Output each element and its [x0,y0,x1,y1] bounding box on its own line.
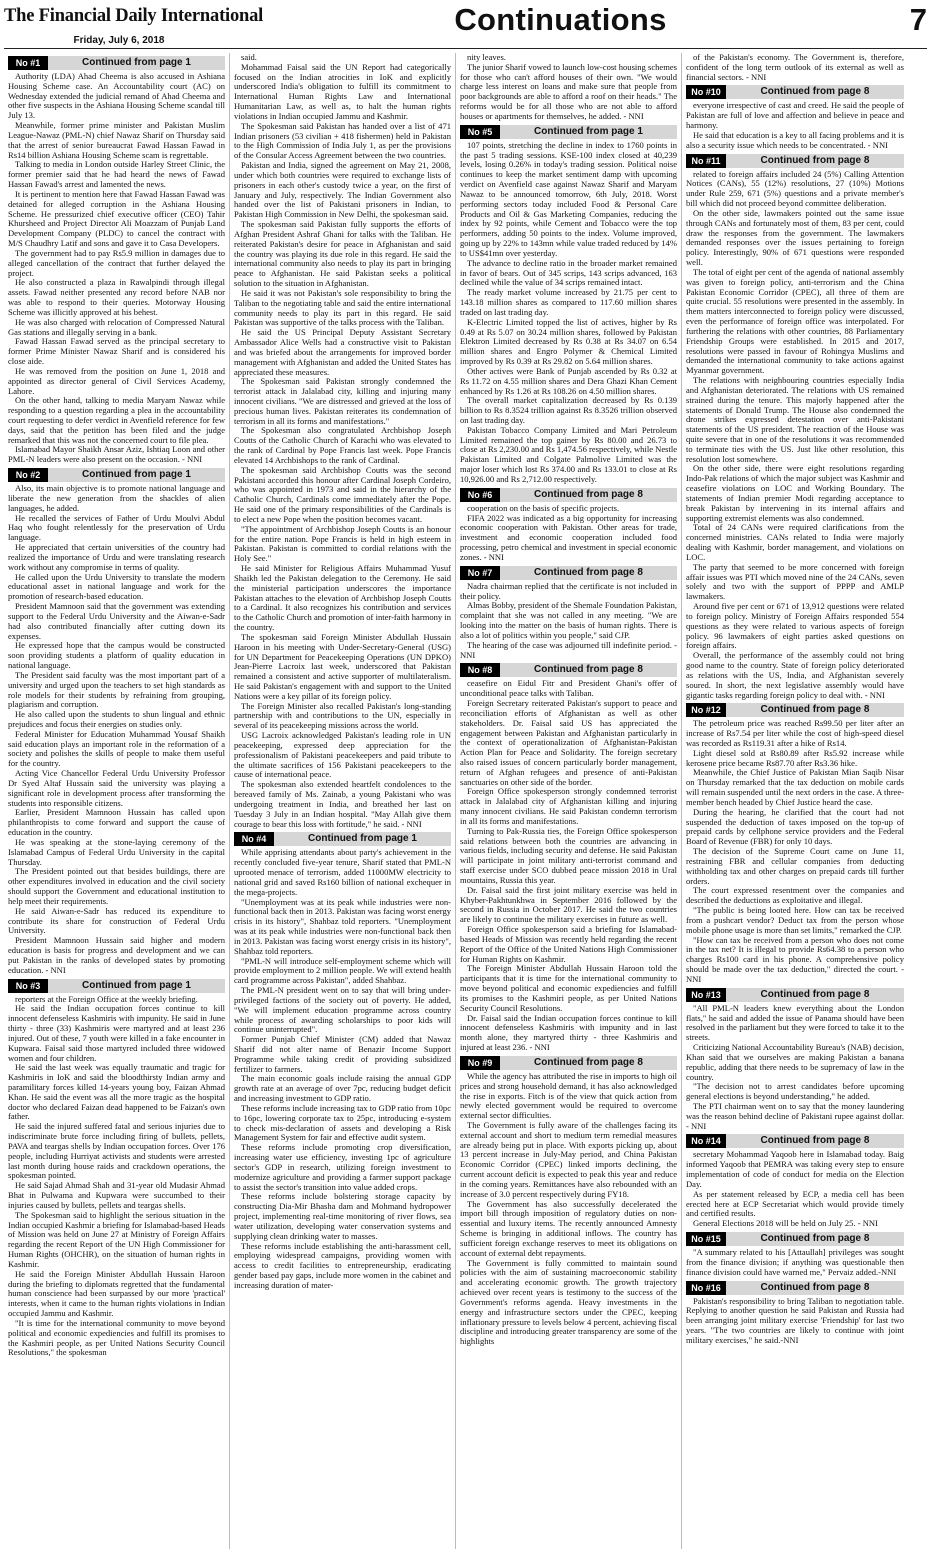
continuation-label: Continued from page 1 [48,468,225,482]
continuation-tag: No #13 [686,988,726,1002]
continuation-header [686,154,904,168]
article-paragraph: Talking to media in London outside Harley Street Clinic, the former premier said that he had heard the news of Fawad Hassan Fawad's arrest and lamented the news. [8,159,225,190]
continuation-tag: No #5 [460,125,500,139]
article-paragraph: Foreign Office spokesperson strongly condemned terrorist attack in Jalalabad city of Afghanistan killing and injuring many innocent civilians. He said Pakistan condemn terrorism in all its forms and manifestations. [460,786,677,826]
article-paragraph: The relations with neighbouring countries especially India and Afghanistan deteriorated. The relations with US remained strained during the tenure. This majorly happened after the statements of Donald Trump. The House also condemned the drone strikes expressed detestation over anti-Pakistani statements of the US president. The reaction of the House was quite severe that in one of the resolutions it was recommended to terminate ties with the US. Just like other resolution, this resolution lost somewhere. [686,375,904,464]
article-paragraph: of the Pakistan's economy. The Government is, therefore, confident of the long term outlook of its external as well as financial sectors. - NNI [686,53,904,82]
article-paragraph: These reforms include increasing tax to GDP ratio from 10pc to 16pc, lowering corporate tax to 25pc, introducing e-system to check mis-declaration of assets and developing a Risk Management System for fair and effective audit system. [234,1102,451,1143]
article-paragraph: everyone irrespective of cast and creed. He said the people of Pakistan are full of love and affection and believe in peace and harmony. [686,100,904,131]
article-paragraph: During the hearing, he clarified that the court had not suspended the deduction of taxes imposed on the top-up of prepaid cards by cellphone service providers and the Federal Board of Revenue (FBR) for only 10 days. [686,806,904,847]
continuation-tag: No #7 [460,566,500,580]
continuation-tag: No #9 [460,1056,500,1070]
article-paragraph: The total of eight per cent of the agenda of national assembly was given to foreign policy, anti-terrorism and the China Pakistan Economic Corridor (CPEC), all three of them are quite crucial. 55 resolutions were presented in the assembly. In them matters interconnected to foreign policy were discussed, even the performance of foreign office was interpolated. For furthering the relations with other countries, 88 Parliamentary Friendship Groups were established. In 2015 and 2017, resolutions were passed in favour of Rohingya Muslims and demanded the international community to take actions against Myanmar government. [686,266,904,376]
article-paragraph: "Unemployment was at its peak while industries were non-functional back then in 2013. Pakistan was facing worst energy crisis in its history", Shahbaz told reporters. "Unemployment was at its peak while industries were non-functional back then in 2013. Pakistan was facing worst energy crisis in its history", Shahbaz told reporters. [234,896,451,956]
article-paragraph: The Government is fully committed to maintain sound policies with the aim of sustaining macroeconomic stability and accelerating economic growth. The growth trajectory achieved over recent years is testimony to the success of the Government's reforms agenda. Heavy investments in the energy and infrastructure sectors under the CPEC, keeping inflationary pressure to levels below 4 percent, achieving fiscal discipline and introducing greater transparency are some of the highlights [460,1257,677,1347]
article-paragraph: Former Punjab Chief Minister (CM) added that Nawaz Sharif did not alter name of Benazir Income Support Programme while taking credit of providing subsidized fertilizer to farmers. [234,1034,451,1074]
continuation-tag: No #6 [460,488,500,502]
continuation-header [686,85,904,99]
masthead [4,0,927,49]
continuation-header [8,468,225,482]
article-paragraph: K-Electric Limited topped the list of actives, higher by Rs 0.49 at Rs 5.07 on 30.24 million shares, followed by Pakistan Elektron Limited decreased by Rs 0.38 at Rs 34.07 on 6.54 million shares and Engro Polymer & Chemical Limited improved by Rs 0.39 at Rs 29.82 on 5.64 million shares. [460,316,677,367]
continuation-tag: No #12 [686,703,726,717]
article-paragraph: Islamabad Mayor Shaikh Ansar Aziz, Ishtiaq Loon and other PML-N leaders were also present on the occasion. - NNI [8,444,225,465]
article-paragraph: He said Sajad Ahmad Shah and 31-year old Mudasir Ahmad Bhat in Pulwama and Kupwara were succumbed to their injuries caused by bullets, pellets and teargas shells. [8,1180,225,1210]
article-paragraph: He called upon the Urdu University to translate the modern educational asset in national language and work for the promotion of research-based education. [8,571,225,602]
continuation-header [8,979,225,993]
article-paragraph: nity leaves. [467,53,506,62]
article-paragraph: Fawad Hassan Fawad served as the principal secretary to former Prime Minister Nawaz Sharif and is considered his close aide. [8,336,225,367]
article-paragraph: said. [241,53,257,62]
page-number: 7 [909,2,927,37]
article-paragraph: The ready market volume increased by 21.75 per cent to 143.18 million shares as compared to 117.60 million shares traded on last trading day. [460,287,677,317]
continuation-article [460,53,677,122]
continuation-tag: No #3 [8,979,48,993]
continuation-article [460,566,677,661]
article-paragraph: Pakistan's responsibility to bring Taliban to negotiation table. Replying to another question he said Pakistan and Russia had been arranging joint military exercise 'Friendship' for last two years. "The two countries are likely to continue with joint military exercises," he said.-NNI [686,1295,904,1345]
article-paragraph: cooperation on the basis of specific projects. [467,502,620,513]
article-paragraph: These reforms include establishing the anti-harassment cell, employing widespread campaigns, providing women with access to credit facilities to entrepreneurship, eradicating gender based pay gaps, include more women in the cabinet and increasing duration of mater- [234,1240,451,1290]
article-paragraph: The President said faculty was the most important part of a university and urged upon the teachers to set high standards as role models for their students by refraining from grouping, plagiarism and corruption. [8,669,225,710]
continuation-tag: No #15 [686,1232,726,1246]
masthead-left [4,0,264,46]
continuation-label: Continued from page 8 [726,703,904,717]
article-paragraph: The Government is fully aware of the challenges facing its external account and short to medium term remedial measures are already being put in place. With exports picking up, about 13 percent increase in July-May period, and China Pakistan Economic Corridor (CPEC) linked imports declining, the current account deficit is expected to peak this year and reduce in the coming years. Remittances have also rebounded with an increase of 3.0 percent respectively during FY18. [460,1119,677,1199]
article-paragraph: These reforms include bolstering storage capacity by constructing Dia-Mir Bhasha dam and Mohmand hydropower project, implementing real-time monitoring of river flows, sea water utilization, developing water conservation systems and supplying clean drinking water to masses. [234,1191,451,1241]
continuation-article [460,1056,677,1347]
article-paragraph: He was removed from the position on June 1, 2018 and appointed as director general of Civil Services Academy, Lahore. [8,365,225,396]
article-paragraph: President Mamnoon Hussain said higher and modern education is basis for progress and development and we can put Pakistan in the ranks of developed states by promoting education. - NNI [8,935,225,975]
article-paragraph: He said the injured suffered fatal and serious injuries due to indiscriminate brute force including firing of bullets, pellets, PAVA and teargas shells by Indian occupation forces. Over 176 people, including Hurriyat activists and students were arrested last month during house raids and crackdown operations, the spokesman pointed. [8,1121,225,1181]
article-paragraph: Foreign Office spokesperson said a briefing for Islamabad-based Heads of Mission was recently held regarding the recent Report of the Office of the United Nations High Commissioner for Human Rights on Kashmir. [460,924,677,964]
article-paragraph: While apprising attendants about party's achievement in the recently concluded five-year tenure, Sharif stated that PML-N uprooted menace of terrorism, added 11000MW electricity to national grid and saved Rs160 billion of national exchequer in the mega-projects. [234,847,451,897]
article-paragraph: "A summary related to his [Attaullah] privileges was sought from the finance division; if anything was questionable then finance division could have warned me," Pervaiz added.-NNI [686,1247,904,1277]
article-paragraph: The advance to decline ratio in the broader market remained in favor of bears. Out of 345 scrips, 143 scrips advanced, 163 declined while the value of 34 scrips remained intact. [460,257,677,288]
continuation-article [686,988,904,1132]
article-paragraph: "The appointment of Archbishop Joseph Coutts is an honour for the entire nation. Pope Francis is held in high esteem in Pakistan. Pakistan is committed to cordial relations with the Holy See." [234,523,451,564]
article-paragraph: The PML-N president went on to say that will bring under-privileged factions of the society out of poverty. He added, "We will implement education programme across country while process of awarding scholarships to poor kids will continue uninterrupted". [234,985,451,1035]
continuation-article [8,56,225,465]
article-paragraph: FIFA 2022 was indicated as a big opportunity for increasing economic cooperation with Pakistan. Other areas for trade, investment and economic cooperation included food processing, petro chemical and investment in special economic zones. - NNI [460,512,677,562]
article-paragraph: He also constructed a plaza in Rawalpindi through illegal assets. Fawad neither presented any record before NAB nor was able to respond to their queries. Motorway Housing Scheme was illicitly approved at his behest. [8,277,225,317]
article-paragraph: The Foreign Minister also recalled Pakistan's long-standing partnership with and contributions to the UN, especially in several of its peacekeeping missions across the world. [234,700,451,731]
paper-name: The Financial Daily International [4,6,264,26]
article-paragraph: The overall market capitalization decreased by Rs 0.139 billion to Rs 8.3524 trillion against Rs 8.3526 trillion observed on last trading day. [460,395,677,425]
article-paragraph: He appreciated that certain universities of the country had realized the importance of Urdu and were translating research work without any compromise in terms of quality. [8,542,225,572]
article-paragraph: Total of 24 CANs were required clarifications from the concerned ministries. CANs related to India were majorly dealing with Kashmir, border management, and violations on LOC. [686,522,904,562]
article-paragraph: He said the Foreign Minister Abdullah Hussain Haroon during the briefing to diplomats regretted that the fundamental human conscience had been surpassed by our more 'practical' interests, when it came to the human rights violations in Indian occupied Jammu and Kashmir. [8,1268,225,1319]
article-paragraph: secretary Mohammad Yaqoob here in Islamabad today. Baig informed Yaqoob that PEMRA was taking every step to ensure implementation of code of conduct for media on the Election Day. [686,1149,904,1189]
article-paragraph: The government had to pay Rs5.9 million in damages due to alleged cancellation of the contract that further delayed the project. [8,247,225,278]
article-paragraph: The Spokesman also congratulated Archbishop Joseph Coutts of the Catholic Church of Karachi who was elevated to the rank of Cardinal by Pope Francis last week. Pope Francis elevated 14 Archbishops to the rank of Cardinal. [234,425,451,465]
column-3 [456,53,682,1549]
article-paragraph: The spokesman said Foreign Minister Abdullah Hussain Haroon in his meeting with Under-Secretary-General (USG) for UN Department for Peacekeeping Operations (UN DPKO) Jean-Pierre Lacroix last week, underscored that Pakistan remained a consistent and active supporter of multilateralism. He said Pakistan's engagement with and support to the United Nations were a key pillar of its foreign policy. [234,631,451,701]
article-paragraph: Pakistan Tobacco Company Limited and Mari Petroleum Limited remained the top gainer by Rs 80.00 and 26.73 to close at Rs 2,230.00 and Rs 1,474.56 respectively, while Nestle Pakistan Limited and Colgate Palmolive Limited was the major loser which lost Rs 374.00 and Rs 133.01 to close at Rs 10,926.00 and Rs 2,712.00 respectively. [460,424,677,484]
article-paragraph: The main economic goals include raising the annual GDP growth rate at an average of over 7pc, reducing budget deficit and increasing investment to GDP ratio. [234,1073,451,1104]
article-paragraph: He recalled the services of Father of Urdu Moulvi Abdul Haq who fought relentlessly for the preservation of Urdu language. [8,512,225,543]
continuation-label: Continued from page 8 [726,1281,904,1295]
continuation-header [234,832,451,846]
article-paragraph: The court expressed resentment over the companies and described the deductions as exploitative and illegal. [686,885,904,906]
article-paragraph: "The public is being looted here. How can tax be received from a pushcart vendor? Deduct tax from the person whose mobile phone usage is more than set limits," remarked the CJP. [686,905,904,935]
article-paragraph: Also, its main objective is to promote national language and liberate the new generation from the shackles of alien languages, he added. [8,483,225,513]
article-paragraph: President Mamnoon said that the government was extending support to the Federal Urdu University and the Aiwan-e-Sadr had also contributed financially after cutting down its expenses. [8,601,225,641]
article-paragraph: On the other side, there were eight resolutions regarding Indo-Pak relations of which the major subject was Kashmir and ceasefire violations on LOC and Working Boundary. The statements of Indian premier Modi regarding acceptance to break Pakistan by intervening in its internal affairs and supporting extremist elements was also condemned. [686,463,904,523]
article-paragraph: He said Aiwan-e-Sadr has reduced its expenditure to contribute its share for construction of Federal Urdu University. [8,905,225,936]
article-paragraph: Pakistan and India, signed the agreement on May 21, 2008, under which both countries were required to exchange lists of prisoners in each other's custody twice a year, on the first of January and July, respectively. The Indian Government also handed over the list of Pakistani prisoners in Indian, to Pakistan High Commission in New Delhi, the spokesman said. [234,160,451,220]
article-paragraph: The Spokesman said to highlight the serious situation in the Indian occupied Kashmir a briefing for Islamabad-based Heads of Mission was held on June 27 at Ministry of Foreign Affairs regarding the recent Report of the UN High Commissioner for Human Rights (OHCHR), on the situation of human rights in Kashmir. [8,1209,225,1269]
continuation-tag: No #2 [8,468,48,482]
article-paragraph: Light diesel sold at Rs80.89 after Rs5.92 increase while kerosene price became Rs87.70 after Rs3.36 hike. [686,747,904,768]
continuation-header [686,988,904,1002]
article-paragraph: Dr. Faisal said the first joint military exercise was held in Khyber-Pakhtunkhwa in September 2016 followed by the second in Russia in October 2017. He said the two countries are likely to continue the military exercises in future as well. [460,884,677,925]
article-paragraph: The Foreign Minister Abdullah Hussain Haroon told the participants that it is time for the international community to move beyond political and economic expediencies and fulfill its promises to the Kashmiri people, as per United Nations Security Council Resolutions. [460,963,677,1013]
continuation-tag: No #16 [686,1281,726,1295]
article-paragraph: The President pointed out that besides buildings, there are other expenditures involved in education and the civil society should support the Government and educational institution to help meet their requirements. [8,866,225,906]
article-paragraph: Almas Bobby, president of the Shemale Foundation Pakistan, complaint that she was not called in any meeting. "We are looking into the matter on the basis of human rights. There is also a lot of politics within you people," said CJP. [460,600,678,640]
article-paragraph: Around five per cent or 671 of 13,912 questions were related to foreign policy. Ministry of Foreign Affairs responded 554 questions as they were related to various aspects of foreign policy. 96 lawmakers of eight parties asked questions on foreign affairs. [686,601,904,651]
continuation-header [460,488,677,502]
article-paragraph: As per statement released by ECP, a media cell has been erected here at ECP Secretariat which would provide timely and certified results. [686,1188,904,1219]
article-paragraph: He also called upon the students to shun lingual and ethnic prejudices and focus their energies on studies only. [8,709,225,729]
article-paragraph: reporters at the Foreign Office at the weekly briefing. [15,993,198,1004]
article-paragraph: Authority (LDA) Ahad Cheema is also accused in Ashiana Housing Scheme case. An Accountability court (AC) on Wednesday extended the judicial remand of Ahad Cheema and other five suspects in the Ashiana Housing Scheme scandal till July 13. [8,71,225,121]
continuation-article [686,703,904,984]
continuation-label: Continued from page 8 [726,988,904,1002]
continuation-article [460,488,677,563]
continuation-article [686,1134,904,1229]
article-paragraph: These reforms include promoting crop diversification, increasing water use efficiency, investing 1pc of agriculture sector's GDP in research, utilizing foreign investment to modernize agriculture and providing a farmer support package to assist the sector's transition into value added crops. [234,1142,451,1192]
article-paragraph: Overall, the performance of the assembly could not bring good name to the country. State of foreign policy deteriorated as relations with the US, India, and Afghanistan severely soured. In short, the next legislative assembly would have gigantic tasks regarding foreign policy to deal with. - NNI [686,650,904,700]
article-paragraph: The spokesman also extended heartfelt condolences to the bereaved family of Ms. Zainab, a young Pakistani who was undergoing treatment in India, and breathed her last on Tuesday 3 July in an Indian hospital. "May Allah give them courage to bear this loss with fortitude," he said. - NNI [234,779,451,829]
continuation-article [686,1281,904,1346]
continuation-header [460,663,677,677]
continuation-header [686,1281,904,1295]
continuation-header [686,1232,904,1246]
continuation-label: Continued from page 8 [726,154,904,168]
article-paragraph: The spokesman said Pakistan fully supports the efforts of Afghan President Ashraf Ghani for talks with the Taliban. He reiterated Pakistan's desire for peace in Afghanistan and said the country was playing its due role in this regard. He said the international community also needs to play its part in bringing peace to Afghanistan. He said Pakistan seeks a political solution to the situation in Afghanistan. [234,219,451,289]
continuation-label: Continued from page 1 [500,125,677,139]
article-paragraph: related to foreign affairs included 24 (5%) Calling Attention Notices (CANs), 55 (12%) resolutions, 27 (10%) Motions under Rule 259, 671 (5%) questions and a private member's bill which did not proceed beyond committee deliberation. [686,168,904,209]
article-paragraph: He expressed hope that the campus would be constructed soon providing students a platform of quality education in national language. [8,640,225,671]
article-paragraph: The party that seemed to be more concerned with foreign affair issues was PTI which moved nine of the 24 CANs, seven solely and two with the support of PPPP and AMLP lawmakers. [686,561,904,602]
article-paragraph: "All PML-N leaders knew everything about the London flats," he said and added the issue of Panama should have been resolved in the parliament but they were forced to take it to the streets. [686,1002,904,1043]
article-paragraph: Nadra chairman replied that the certificate is not included in their policy. [460,580,677,601]
continuation-label: Continued from page 8 [726,85,904,99]
continuation-label: Continued from page 8 [500,663,677,677]
article-paragraph: Meanwhile, the Chief Justice of Pakistan Mian Saqib Nisar on Thursday remarked that the tax deduction on mobile cards will remain suspended until the next orders in the case. A three-member bench headed by Chief Justice heard the case. [686,767,904,807]
article-paragraph: "It is time for the international community to move beyond political and economic expediencies and fulfill its promises to the Kashmiri people, as per United Nations Security Council Resolutions," the spokesman [8,1317,225,1358]
continuation-header [686,703,904,717]
continuation-header [460,566,677,580]
column-4 [682,53,908,1549]
article-paragraph: Mohammad Faisal said the UN Report had categorically focused on the Indian atrocities in IoK and explicitly underscored India's obligation to fulfill its commitment to International Human Rights Law and International Humanitarian Law, as well as, to halt the human rights violations in Indian occupied Jammu and Kashmir. [234,61,451,121]
continuation-label: Continued from page 8 [500,488,677,502]
continuation-article [8,468,225,975]
continuation-article [686,85,904,150]
article-paragraph: Earlier, President Mamnoon Hussain has called upon philanthropists to come forward and support the cause of education in the country. [8,807,225,838]
article-paragraph: Other actives were Bank of Punjab ascended by Rs 0.32 at Rs 11.72 on 4.55 million shares and Dera Ghazi Khan Cement enhanced by Rs 1.26 at Rs 108.26 on 4.50 million shares. [460,365,677,396]
continuation-article [8,979,225,1359]
continuation-tag: No #8 [460,663,500,677]
article-paragraph: Federal Minister for Education Muhammad Yousaf Shaikh said education plays an important role in the reformation of a society and polishes the skills of people to make them useful for the country. [8,728,225,769]
continuation-header [460,1056,677,1070]
continuation-article [686,53,904,82]
continuation-label: Continued from page 8 [500,566,677,580]
continuation-article [686,154,904,701]
article-paragraph: The PTI chairman went on to say that the money laundering was the reason behind decline of Pakistani rupee against dollar. - NNI [686,1100,904,1131]
continuation-label: Continued from page 1 [48,56,225,70]
article-paragraph: He said the Indian occupation forces continue to kill innocent defenseless Kashmiris with impunity. He said in June thirty - three (33) Kashmiris were martyred and at least 236 injured. Out of these, 7 youth were killed in a fake encounter in Kupwara. Faisal said those martyred included three widowed women and four children. [8,1003,225,1063]
continuation-tag: No #11 [686,154,726,168]
column-2 [230,53,456,1549]
section-title: Continuations [454,2,667,37]
article-paragraph: He was speaking at the stone-laying ceremony of the Islamabad Campus of Federal Urdu University in the capital Thursday. [8,836,225,867]
article-paragraph: He said the US Principal Deputy Assistant Secretary Ambassador Alice Wells had a constructive visit to Pakistan and was briefed about the arrangements for improved border management with Afghanistan and added the United States has appreciated these measures. [234,327,451,377]
article-paragraph: On the other side, lawmakers pointed out the same issue through CANs and fortunately most of them, 83 per cent, could draw the responses from the government. The lawmakers demanded responses over the issues pertaining to foreign policy. Interestingly, 90% of 671 questions were responded well. [686,207,904,268]
article-paragraph: While the agency has attributed the rise in imports to high oil prices and strong household demand, it has also acknowledged the rise in exports. Fitch is of the view that quick action from newly elected government would be required to overcome external sector difficulties. [460,1070,677,1121]
article-paragraph: General Elections 2018 will be held on July 25. - NNI [693,1218,878,1229]
continuation-header [460,125,677,139]
article-paragraph: Dr. Faisal said the Indian occupation forces continue to kill innocent defenseless Kashmiris with impunity and in last month alone, they martyred thirty - three Kashmiris and injured at least 236. - NNI [460,1012,677,1053]
column-1 [4,53,230,1549]
article-paragraph: The decision of the Supreme Court came on June 11, restraining FBR and cellular companies from deducting withholding tax and other charges on prepaid cards till further orders. [686,846,904,886]
article-paragraph: The Spokesman said Pakistan strongly condemned the terrorist attack in Jalalabad city, killing and injuring many innocent civilians. "We are distressed and grieved at the loss of precious human lives. Pakistan reiterates its condemnation of terrorism in all its forms and manifestations." [234,376,451,426]
continuation-article [234,832,451,1290]
article-paragraph: Acting Vice Chancellor Federal Urdu University Professor Dr Syed Altaf Hussain said the university was playing a significant role in development process after transforming the students into responsible citizens. [8,768,225,808]
columns-container [4,53,927,1549]
continuation-article [234,53,451,829]
continuation-tag: No #10 [686,85,726,99]
continuation-header [686,1134,904,1148]
issue-date: Friday, July 6, 2018 [73,35,165,46]
article-paragraph: Turning to Pak-Russia ties, the Foreign Office spokesperson said relations between both the countries are advancing in various fields, including security and defense. He said Pakistan will participate in joint military anti-terrorist command and staff exercise under SCO dubbed peace mission 2018 in Ural mountains, Russia this year. [460,825,677,885]
article-paragraph: The hearing of the case was adjourned till indefinite period. - NNI [460,639,677,660]
continuation-label: Continued from page 8 [500,1056,677,1070]
article-paragraph: Criticizing National Accountability Bureau's (NAB) decision, Khan said that we ourselves are making Pakistan a banana republic, adding that there needs to be supremacy of law in the country. [686,1042,904,1082]
article-paragraph: Foreign Secretary reiterated Pakistan's support to peace and reconciliation efforts of Afghanistan as well as other stakeholders. Dr. Faisal said US has appreciated the engagement between Pakistan and Afghanistan particularly in the context of operationalization of Afghanistan-Pakistan Action Plan for Peace and Solidarity. The foreign secretary also raised issues of concern particularly border management, return of Afghan refugees and presence of anti-Pakistan sanctuaries on other side of the border. [460,698,677,787]
article-paragraph: He said it was not Pakistan's sole responsibility to bring the Taliban to the negotiating table and said the entire international community needs to play its part in this regard. He said Pakistan was supportive of the talks process with the Taliban. [234,287,451,328]
article-paragraph: The Government has also successfully decelerated the import bill through imposition of regulatory duties on non-essential and luxury items. The recently announced Amnesty Scheme is bringing in additional inflows. The country has sufficient foreign exchange reserves to meet its obligations on account of external debt repayments. [460,1198,677,1258]
article-paragraph: He said the last week was equally traumatic and tragic for Kashmiris in IoK and said the bloodthirsty Indian army and paramilitary forces killed 14-years young boy, Faizan Ahmad Khan. He said the event was all the more tragic as the hospital doctor who declared Faizan dead happened to be Faizan's own father. [8,1062,225,1122]
article-paragraph: The Spokesman said Pakistan has handed over a list of 471 Indian prisoners (53 civilian + 418 fishermen) held in Pakistan to the High Commission of India July 1, as per the provisions of the Consular Access Agreement between the two countries. [234,120,451,161]
article-paragraph: 107 points, stretching the decline in index to 1760 points in the past 5 trading sessions. KSE-100 index closed at 40,239 levels, losing 0.26% in today's trading session. Political noise continues to keep the market sentiment damp with upcoming verdict on Avenfield case against Nawaz Sharif and Maryam Nawaz to be announced tomorrow, 6th July, 2018. Worst performing sectors today included Food & Personal Care Products and Oil & Gas Marketing Companies, reducing the index by 92 points, while Cement and Tobacco were the top performers, adding 50 points to the index. Volume improved, going up by 22% to 143mn while value traded reduced by 14% to US$41mn over yesterday. [460,139,677,258]
article-paragraph: On the other hand, talking to media Maryam Nawaz while responding to a question regarding a plea in the accountability court requesting to defer verdict in Avenfield reference for few days, said that the petition has been filed and the judge remarked that this was not the concerned court to file plea. [8,395,225,445]
continuation-article [686,1232,904,1277]
continuation-article [460,125,677,485]
continuation-label: Continued from page 8 [726,1232,904,1246]
article-paragraph: "The decision not to arrest candidates before upcoming general elections is beyond understanding," he added. [686,1081,904,1102]
continuation-tag: No #14 [686,1134,726,1148]
article-paragraph: He said Minister for Religious Affairs Muhammad Yusuf Shaikh led the Pakistan delegation to the Ceremony. He said the ministerial participation underscores the importance Pakistan attaches to the elevation of Archbishop Joseph Coutts to a Cardinal. It also recognizes his contribution and services to the Catholic Church and promotion of inter-faith harmony in the country. [234,563,451,633]
article-paragraph: The spokesman said Archbishop Coutts was the second Pakistani accorded this honour after Cardinal Joseph Cordeiro, who was appointed in 1973 and said in the hierarchy of the Catholic Church, Cardinals come immediately after the Pope. He said one of the primary responsibilities of the Cardinals is to elect a new Pope when the position becomes vacant. [234,464,451,524]
continuation-header [8,56,225,70]
article-paragraph: "PML-N will introduce self-employment scheme which will provide employment to 2 million people. We will extend health card programme across Pakistan", added Shahbaz. [234,955,451,986]
continuation-label: Continued from page 1 [274,832,451,846]
article-paragraph: "How can tax be received from a person who does not come in the tax net? It is illegal to provide Rs64.38 to a person who charges Rs100 card in his phone. A comprehensive policy should be made over the tax deduction," directed the court. - NNI [686,934,904,984]
article-paragraph: It is pertinent to mention here that Fawad Hassan Fawad was detained for alleged corruption in the Ashiana Housing Scheme. He pressurized chief executive officer (CEO) Tahir Khursheed and Project Director Ali Moazzam of Punjab Land Development Company (PLDC) to cancel the contract with M/S Chaudhry Latif and sons and gave it to Casa Developers. [8,188,225,249]
continuation-tag: No #4 [234,832,274,846]
article-paragraph: ceasefire on Eidul Fitr and President Ghani's offer of unconditional peace talks with Taliban. [460,678,677,699]
article-paragraph: USG Lacroix acknowledged Pakistan's leading role in UN peacekeeping, expressed deep appreciation for the professionalism of Pakistani peacekeepers and paid tribute to the ultimate sacrifices of 156 Pakistani peacekeepers to the cause of international peace. [234,730,451,780]
article-paragraph: He was also charged with relocation of Compressed Natural Gas stations and illegally serving in a bank. [8,316,225,337]
article-paragraph: He said that education is a key to all facing problems and it is also a security issue which needs to be concentrated. - NNI [686,129,904,150]
article-paragraph: The petroleum price was reached Rs99.50 per liter after an increase of Rs7.54 per liter while the cost of high-speed diesel was recorded as Rs119.31 after a hike of Rs14. [686,718,904,748]
continuation-label: Continued from page 8 [726,1134,904,1148]
article-paragraph: The junior Sharif vowed to launch low-cost housing schemes for those who can't afford houses of their own. "We would charge less interest on loans and make sure that people from poor backgrounds are able to afford a roof on their heads." The reforms would be for all those who are not able to afford houses or apartments for themselves, he added. - NNI [460,61,677,121]
continuation-article [460,663,677,1052]
continuation-label: Continued from page 1 [48,979,225,993]
continuation-tag: No #1 [8,56,48,70]
article-paragraph: Meanwhile, former prime minister and Pakistan Muslim League-Nawaz (PML-N) chief Nawaz Sharif on Thursday said that the arrest of senior bureaucrat Fawad Hassan Fawad in Rs14 billion Ashiana Housing Scheme scam is regrettable. [8,120,225,160]
